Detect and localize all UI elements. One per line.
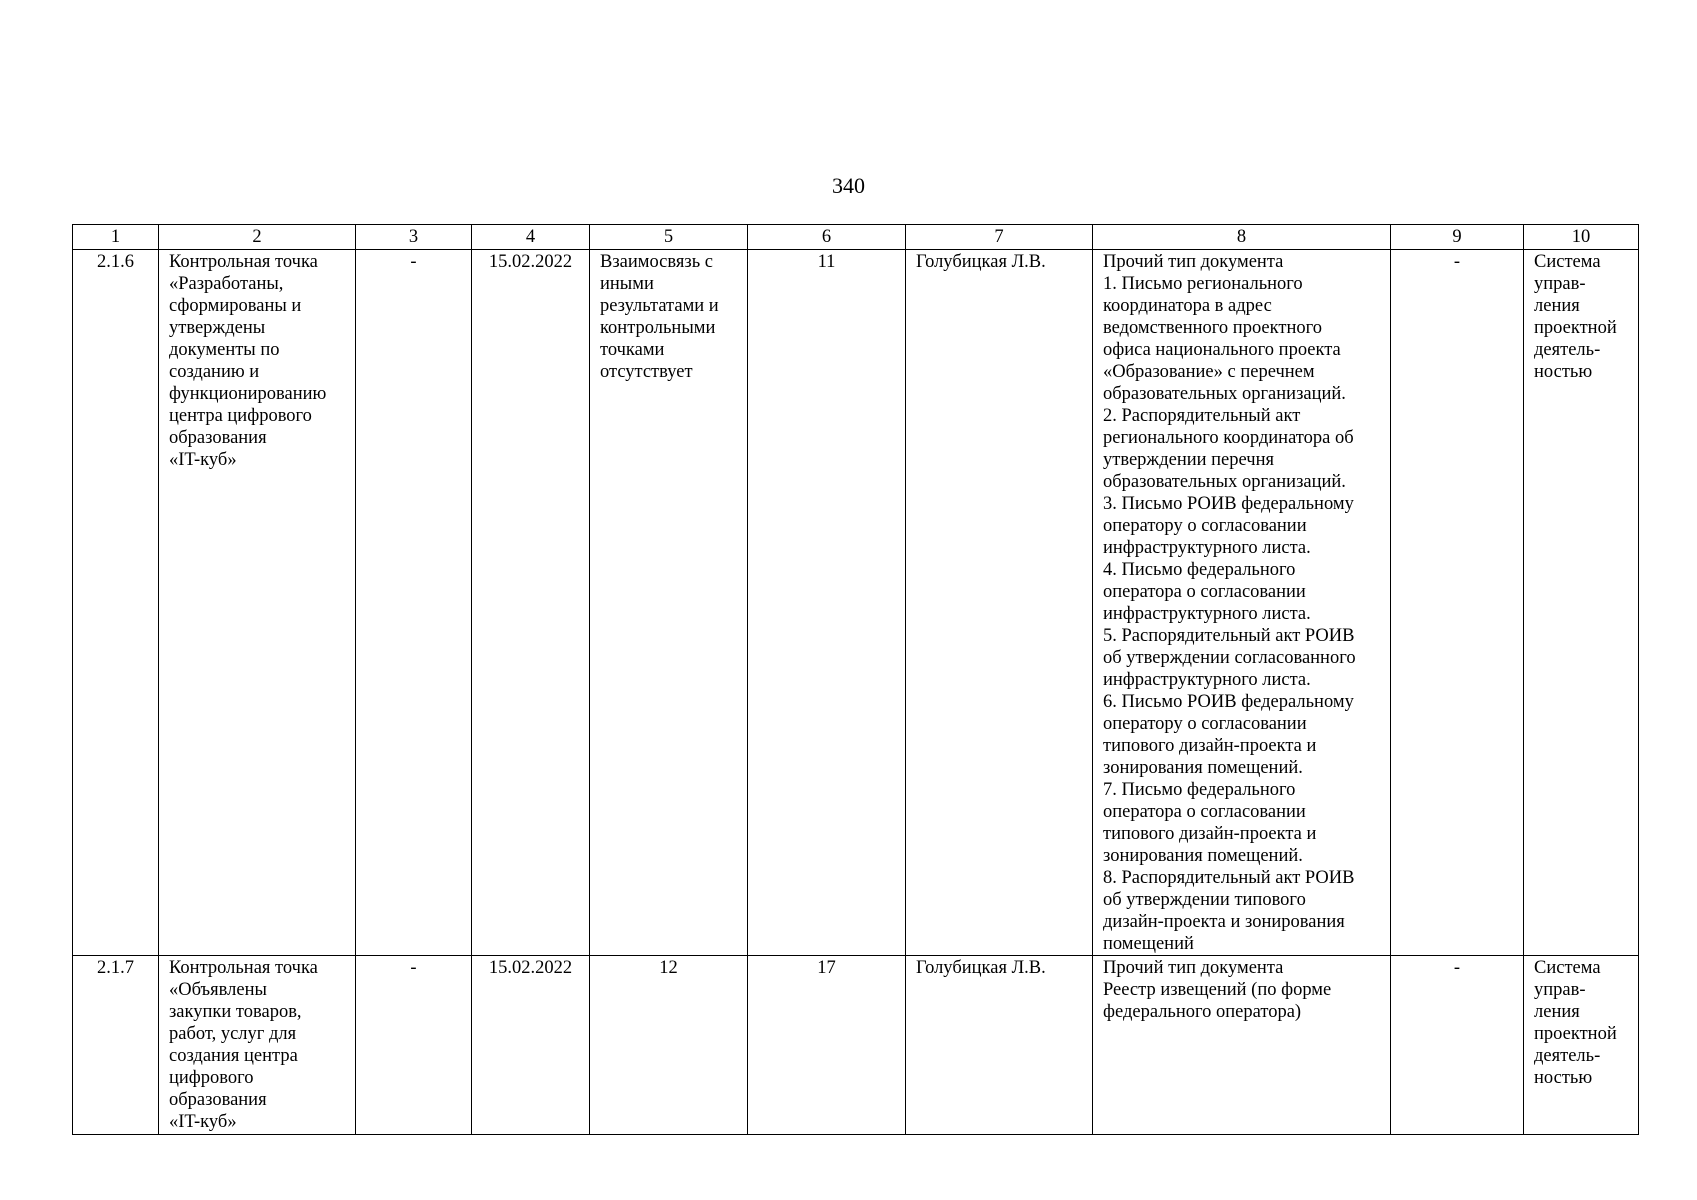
text-line: «Разработаны, — [169, 274, 284, 294]
col-6-value: 17 — [748, 956, 906, 1135]
responsible-person: Голубицкая Л.В. — [906, 956, 1093, 1135]
column-header-4: 4 — [472, 225, 590, 250]
text-line: Прочий тип документа — [1103, 252, 1284, 272]
text-line: управ- — [1534, 274, 1586, 294]
text-line: создания центра — [169, 1046, 298, 1066]
text-line: 5. Распорядительный акт РОИВ — [1103, 626, 1355, 646]
relation-cell — [590, 250, 748, 956]
text-line: зонирования помещений. — [1103, 846, 1303, 866]
text-line: об утверждении типового — [1103, 890, 1306, 910]
text-line: координатора в адрес — [1103, 296, 1272, 316]
relation-cell — [590, 956, 748, 1135]
text-line: Прочий тип документа — [1103, 958, 1284, 978]
responsible-person: Голубицкая Л.В. — [906, 250, 1093, 956]
column-header-7: 7 — [906, 225, 1093, 250]
table-row — [73, 956, 1639, 1135]
text-line: «Образование» с перечнем — [1103, 362, 1315, 382]
text-line: оператора о согласовании — [1103, 582, 1306, 602]
information-system-cell — [1524, 956, 1639, 1135]
row-number: 2.1.6 — [73, 250, 159, 956]
col-6-value: 11 — [748, 250, 906, 956]
date-cell: 15.02.2022 — [472, 250, 590, 956]
text-line: 3. Письмо РОИВ федеральному — [1103, 494, 1354, 514]
text-line: работ, услуг для — [169, 1024, 297, 1044]
text-line: оператору о согласовании — [1103, 714, 1307, 734]
table-row — [73, 250, 1639, 956]
text-line: 2. Распорядительный акт — [1103, 406, 1301, 426]
text-line: 8. Распорядительный акт РОИВ — [1103, 868, 1355, 888]
text-line: 1. Письмо регионального — [1103, 274, 1303, 294]
text-line: оператора о согласовании — [1103, 802, 1306, 822]
text-line: Реестр извещений (по форме — [1103, 980, 1332, 1000]
text-line: офиса национального проекта — [1103, 340, 1341, 360]
text-line: проектной — [1534, 1024, 1617, 1044]
text-line: ностью — [1534, 362, 1593, 382]
text-line: отсутствует — [600, 362, 693, 382]
text-line: ностью — [1534, 1068, 1593, 1088]
text-line: ления — [1534, 296, 1580, 316]
column-header-8: 8 — [1093, 225, 1391, 250]
text-line: контрольными — [600, 318, 716, 338]
text-line: типового дизайн-проекта и — [1103, 824, 1317, 844]
column-header-3: 3 — [356, 225, 472, 250]
text-line: ления — [1534, 1002, 1580, 1022]
text-line: «Объявлены — [169, 980, 267, 1000]
text-line: Система — [1534, 252, 1601, 272]
text-line: утверждении перечня — [1103, 450, 1274, 470]
column-header-9: 9 — [1391, 225, 1524, 250]
text-line: цифрового — [169, 1068, 254, 1088]
text-line: точками — [600, 340, 665, 360]
row-number: 2.1.7 — [73, 956, 159, 1135]
text-line: центра цифрового — [169, 406, 312, 426]
col-9-value: - — [1391, 956, 1524, 1135]
text-line: «IT-куб» — [169, 1112, 237, 1132]
text-line: 4. Письмо федерального — [1103, 560, 1296, 580]
col-3-value: - — [356, 956, 472, 1135]
text-line: зонирования помещений. — [1103, 758, 1303, 778]
text-line: типового дизайн-проекта и — [1103, 736, 1317, 756]
document-type-cell — [1093, 250, 1391, 956]
text-line: федерального оператора) — [1103, 1002, 1302, 1022]
information-system-cell — [1524, 250, 1639, 956]
text-line: Контрольная точка — [169, 252, 318, 272]
text-line: деятель- — [1534, 340, 1601, 360]
text-line: помещений — [1103, 934, 1194, 954]
control-point-name — [159, 956, 356, 1135]
text-line: Взаимосвязь с — [600, 252, 713, 272]
document-type-cell — [1093, 956, 1391, 1135]
text-line: утверждены — [169, 318, 266, 338]
text-line: деятель- — [1534, 1046, 1601, 1066]
text-line: оператору о согласовании — [1103, 516, 1307, 536]
text-line: проектной — [1534, 318, 1617, 338]
text-line: Контрольная точка — [169, 958, 318, 978]
text-line: инфраструктурного листа. — [1103, 604, 1311, 624]
text-line: образования — [169, 1090, 267, 1110]
text-line: «IT-куб» — [169, 450, 237, 470]
text-line: ведомственного проектного — [1103, 318, 1322, 338]
text-line: Система — [1534, 958, 1601, 978]
column-header-6: 6 — [748, 225, 906, 250]
text-line: об утверждении согласованного — [1103, 648, 1356, 668]
column-header-1: 1 — [73, 225, 159, 250]
text-line: управ- — [1534, 980, 1586, 1000]
control-points-table — [72, 224, 1639, 1135]
col-3-value: - — [356, 250, 472, 956]
text-line: образовательных организаций. — [1103, 384, 1346, 404]
control-point-name — [159, 250, 356, 956]
text-line: инфраструктурного листа. — [1103, 538, 1311, 558]
text-line: закупки товаров, — [169, 1002, 302, 1022]
text-line: образования — [169, 428, 267, 448]
column-header-10: 10 — [1524, 225, 1639, 250]
text-line: инфраструктурного листа. — [1103, 670, 1311, 690]
text-line: образовательных организаций. — [1103, 472, 1346, 492]
column-header-5: 5 — [590, 225, 748, 250]
page-number: 340 — [832, 173, 865, 198]
column-number-row — [73, 225, 1639, 250]
date-cell: 15.02.2022 — [472, 956, 590, 1135]
text-line: 12 — [659, 958, 678, 978]
col-9-value: - — [1391, 250, 1524, 956]
column-header-2: 2 — [159, 225, 356, 250]
text-line: регионального координатора об — [1103, 428, 1354, 448]
text-line: дизайн-проекта и зонирования — [1103, 912, 1345, 932]
text-line: результатами и — [600, 296, 719, 316]
text-line: функционированию — [169, 384, 327, 404]
text-line: 7. Письмо федерального — [1103, 780, 1296, 800]
text-line: созданию и — [169, 362, 260, 382]
text-line: сформированы и — [169, 296, 302, 316]
text-line: 6. Письмо РОИВ федеральному — [1103, 692, 1354, 712]
text-line: иными — [600, 274, 654, 294]
text-line: документы по — [169, 340, 280, 360]
